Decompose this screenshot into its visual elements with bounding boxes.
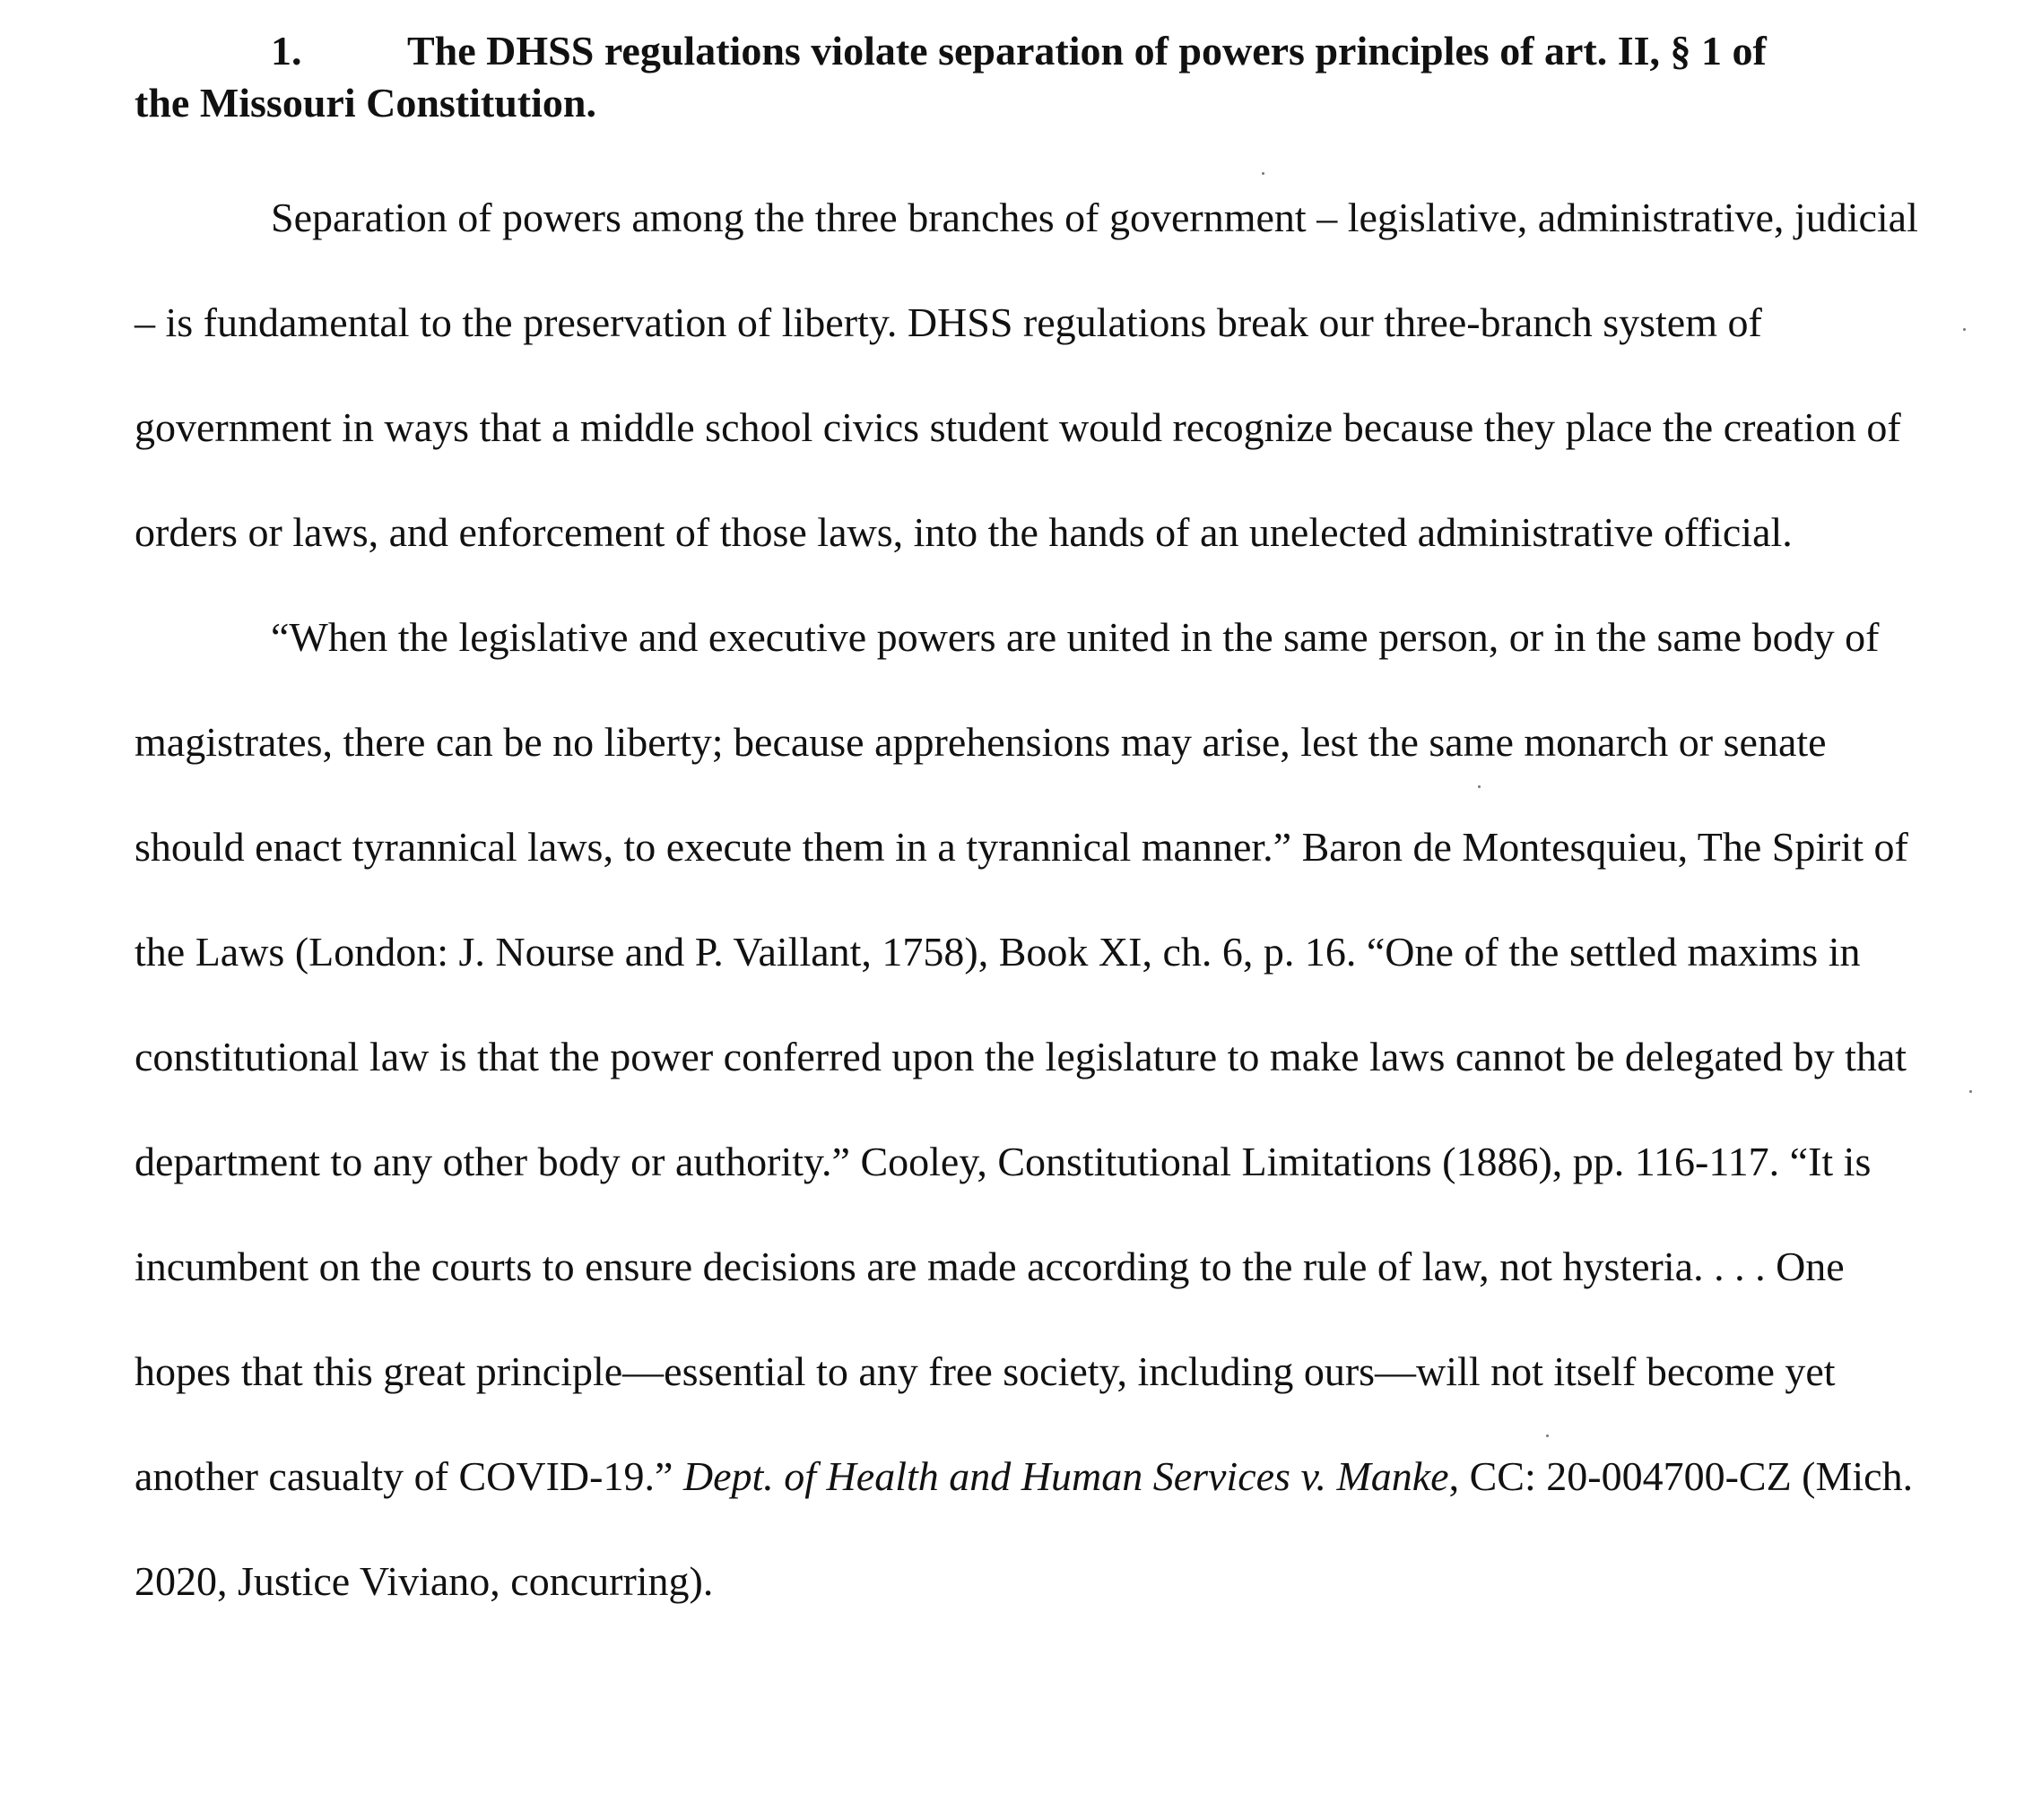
scan-speck [1969,1090,1972,1093]
scan-speck [1546,1434,1549,1437]
scan-speck [1963,328,1966,331]
document-page [135,25,1928,1634]
quotations-text: “When the legislative and executive powers are united in the same person, or in the same body of magistrates, there can be no liberty; because apprehensions may arise, lest the same monarch or senate should enact tyrannical laws, to execute them in a tyrannical manner.” Baron de Montesquieu, The Spirit of the Laws (London: J. Nourse and P. Vaillant, 1758), Book XI, ch. 6, p. 16. “One of the settled maxims in constitutional law is that the power conferred upon the legislature to make laws cannot be delegated by that department to any other body or authority.” Cooley, Constitutional Limitations (1886), pp. 116-117. “It is incumbent on the courts to ensure decisions are made according to the rule of law, not hysteria. . . . One hopes that this great principle—essential to any free society, including ours—will not itself become yet another casualty of COVID-19.” [135,614,1908,1499]
case-citation-name: Dept. of Health and Human Services v. Manke [682,1453,1449,1499]
section-heading [135,25,1928,129]
paragraph-separation-of-powers: Separation of powers among the three branches of government – legislative, administrative, judicial – is fundamental to the preservation of liberty. DHSS regulations break our three-branch system of government in ways that a middle school civics student would recognize because they place the creation of orders or laws, and enforcement of those laws, into the hands of an unelected administrative official. [135,195,1918,555]
paragraph-quotations [135,585,1928,1634]
section-number: 1. [271,28,302,74]
section-heading-line2: the Missouri Constitution. [135,80,596,126]
case-citation-details: , CC: 20-004700-CZ (Mich. 2020, Justice Viviano, concurring). [135,1453,1914,1604]
scan-speck [1262,172,1264,175]
section-heading-line1: The DHSS regulations violate separation of powers principles of art. II, § 1 of [407,28,1767,74]
scan-speck [1478,785,1481,788]
